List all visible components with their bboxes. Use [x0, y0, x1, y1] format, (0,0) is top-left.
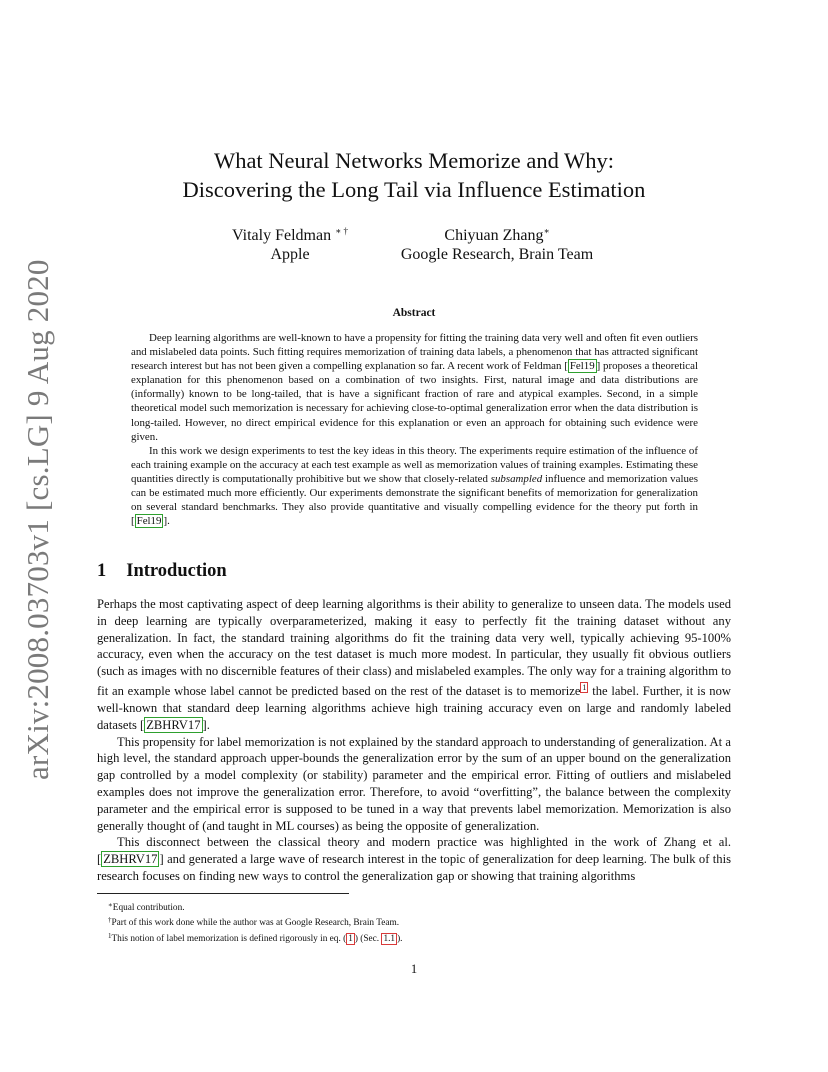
paper-title	[100, 146, 728, 204]
footnote-1: ∗Equal contribution.	[108, 901, 185, 913]
title-line-2: Discovering the Long Tail via Influence Estimation	[182, 177, 646, 202]
section-link[interactable]: 1.1	[383, 933, 396, 944]
abstract-paragraph-1: Deep learning algorithms are well-known to have a propensity for fitting the training data very well and often fit even outliers and mislabeled data points. Such fitting requires memorization of training data labels, a phenomenon that has attracted significant research interest but has not been given a compelling explanation so far. A recent work of Feldman [ Fel19 ] proposes a theoretical explanation for this phenomenon based on a combination of two insights. First, natural image and data distributions are (informally) known to be long-tailed, that is have a significant fraction of rare and atypical examples. Second, in a simple theoretical model such memorization is necessary for achieving close-to-optimal generalization error when the data distribution is long-tailed. However, no direct empirical evidence for this explanation or even an approach for obtaining such evidence were given.	[131, 332, 698, 443]
abstract-paragraph-2: In this work we design experiments to test the key ideas in this theory. The experiments require estimation of the influence of each training example on the accuracy at each test example as well as memorization values of training examples. Estimating these quantities directly is computationally prohibitive but we show that closely-related subsampled influence and memorization values can be estimated much more efficiently. Our experiments demonstrate the significant benefits of memorization for generalization on several standard benchmarks. They also provide quantitative and visually compelling evidence for the theory put forth in [ Fel19 ].	[131, 444, 698, 528]
citation-link[interactable]: Fel19	[136, 515, 162, 528]
footnotes	[108, 899, 403, 945]
author-marks: ∗	[543, 226, 550, 236]
abstract-heading: Abstract	[392, 307, 436, 319]
section-heading	[97, 561, 227, 582]
citation-link[interactable]: Fel19	[569, 360, 595, 373]
page-number: 1	[410, 962, 418, 976]
arxiv-id-text: arXiv:2008.03703v1 [cs.LG] 9 Aug 2020	[20, 259, 55, 780]
citation-link[interactable]: ZBHRV17	[103, 852, 158, 867]
abstract-body	[131, 331, 698, 528]
title-line-1: What Neural Networks Memorize and Why:	[213, 148, 615, 173]
author-name: Vitaly Feldman	[232, 227, 332, 244]
footnote-3: $^1$This notion of label memorization is defined rigorously in eq. ( 1 ) (Sec. 1.1 ).	[108, 931, 403, 944]
author-affiliation: Apple	[270, 246, 310, 263]
footnote-2: †Part of this work done while the author was at Google Research, Brain Team.	[108, 916, 400, 929]
section-number: 1	[97, 561, 107, 581]
author-affiliation: Google Research, Brain Team	[400, 246, 594, 263]
body-paragraph-2: This propensity for label memorization is not explained by the standard approach to understanding of generalization. At a high level, the standard approach upper-bounds the generalization error by the sum of an upper bound on the generalization gap controlled by a model complexity (or stability) parameter and the empirical error. Fitting of outliers and mislabeled examples does not improve the generalization error. Therefore, to avoid “overfitting”, the balance between the complexity parameter and the empirical error is supposed to be tuned in a way that prevents label memorization. Memorization is also generally thought of (and taught in ML courses) as being the opposite of generalization.	[97, 734, 731, 833]
author-marks: ∗ †	[335, 226, 348, 236]
footnote-link[interactable]: 1	[582, 682, 587, 692]
introduction-body	[97, 596, 731, 885]
footnote-divider	[97, 893, 349, 894]
author-block-1	[200, 222, 380, 264]
author-block-2	[390, 222, 604, 264]
section-title: Introduction	[126, 561, 227, 581]
body-paragraph-3: This disconnect between the classical theory and modern practice was highlighted in the work of Zhang et al. [ ZBHRV17 ] and generated a large wave of research interest in the topic of generalization for deep learning. The bulk of this research focuses on finding new ways to control the generalization gap or showing that training algorithms	[97, 835, 731, 883]
body-paragraph-1: Perhaps the most captivating aspect of deep learning algorithms is their ability to generalize to unseen data. The models used in deep learning are typically overparameterized, making it easy to perfectly fit the training dataset without any generalization. In fact, the standard training algorithms do fit the training data very well, typically achieving 95-100% accuracy, even when the accuracy on the test dataset is much more modest. In particular, they usually fit obvious outliers (such as images with no discernible features of their class) and mislabeled examples. The only way for a training algorithm to fit an example whose label cannot be predicted based on the rest of the dataset is to memorize $^1$ the label. Further, it is now well-known that standard deep learning algorithms achieve high training accuracy even on large and randomly labeled datasets [ ZBHRV17 ].	[97, 597, 731, 732]
citation-link[interactable]: ZBHRV17	[146, 717, 201, 732]
equation-link[interactable]: 1	[348, 933, 353, 944]
author-name: Chiyuan Zhang	[444, 227, 544, 244]
